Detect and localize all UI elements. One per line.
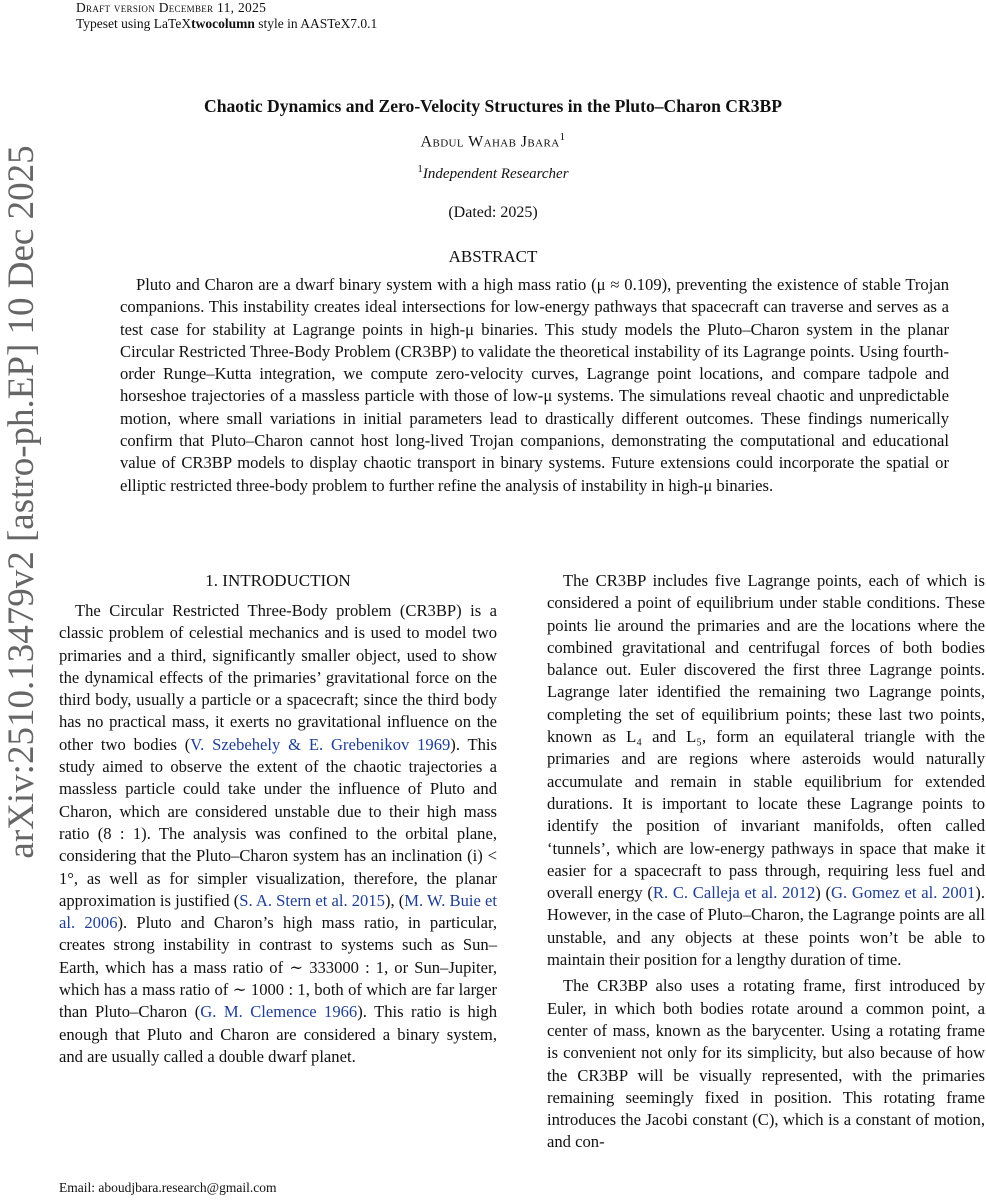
- text-run: ) (: [815, 883, 832, 903]
- text-run: ). However, in the case of Pluto–Charon, the Lagrange points are all unstable, and any objects at these points won’t be able to maintain their position for a lengthy duration of time.: [547, 883, 986, 970]
- affiliation-line: [0, 163, 986, 183]
- typeset-prefix: Typeset using: [76, 16, 154, 31]
- text-run: The CR3BP includes five Lagrange points, each of which is considered a point of equilibrium under stable conditions. These points lie around the primaries and are the locations where the combined gravitational and centrifugal forces of both bodies balance out. Euler discovered the first three Lagrange points. Lagrange later identified the remaining two Lagrange points, completing the set of equilibrium points; these last two points, known as L₄ and L₅, form an equilateral triangle with the primaries and are regions where asteroids would naturally accumulate and remain in stable equilibrium for extended durations. It is important to locate these Lagrange points to identify the position of invariant manifolds, often called ‘tunnels’, which are low-energy pathways in space that make it easier for a spacecraft to pass through, requiring less fuel and overall energy (: [547, 571, 985, 903]
- author-name: Abdul Wahab Jbara: [420, 133, 560, 151]
- right-column: [547, 570, 985, 1154]
- abstract-body: Pluto and Charon are a dwarf binary system with a high mass ratio (μ ≈ 0.109), preventing the existence of stable Trojan companions. This instability creates ideal intersections for low-energy pathways that spacecraft can traverse and serves as a test case for stability at Lagrange points in high-μ binaries. This study models the Pluto–Charon system in the planar Circular Restricted Three-Body Problem (CR3BP) to validate the theoretical instability of its Lagrange points. Using fourth-order Runge–Kutta integration, we compute zero-velocity curves, Lagrange point locations, and compare tadpole and horseshoe trajectories of a massless particle with those of low-μ systems. The simulations reveal chaotic and unpredictable motion, where small variations in initial parameters lead to drastically different outcomes. These findings numerically confirm that Pluto–Charon cannot host long-lived Trojan companions, demonstrating the computational and educational value of CR3BP models to display chaotic transport in binary systems. Future extensions could incorporate the spatial or elliptic restricted three-body problem to further refine the analysis of instability in high-μ binaries.: [120, 275, 949, 495]
- text-run: ). Pluto and Charon’s high mass ratio, in particular, creates strong instability in contrast to systems such as Sun–Earth, which has a mass ratio of ∼ 333000 : 1, or Sun–Jupiter, which has a mass ratio of ∼ 1000 : 1, both of which are far larger than Pluto–Charon (: [59, 913, 497, 1022]
- author-superscript: 1: [559, 131, 566, 143]
- intro-paragraph-1: [59, 600, 497, 1068]
- citation-link[interactable]: R. C. Calleja et al. 2012: [652, 883, 816, 903]
- text-run: ). This study aimed to observe the extent of the chaotic trajectories a massless particle could take under the influence of Pluto and Charon, which are considered unstable due to their high mass ratio (8 : 1). The analysis was confined to the orbital plane, considering that the Pluto–Charon system has an inclination (i) < 1°, as well as for simpler visualization, therefore, the planar approximation is justified (: [59, 734, 497, 910]
- latex-logo: LaTeX: [153, 16, 192, 31]
- text-run: ). This ratio is high enough that Pluto and Charon are considered a binary system, and are usually called a double dwarf planet.: [59, 1002, 497, 1066]
- citation-link[interactable]: S. A. Stern et al. 2015: [239, 890, 385, 910]
- typeset-suffix: style in AASTeX7.0.1: [254, 16, 378, 31]
- citation-link[interactable]: G. Gomez et al. 2001: [831, 883, 976, 903]
- dated-line: (Dated: 2025): [448, 204, 538, 221]
- text-run: The Circular Restricted Three-Body problem (CR3BP) is a classic problem of celestial mechanics and is used to model two primaries and a third, significantly smaller object, used to show the dynamical effects of the primaries’ gravitational force on the third body, usually a particle or a spacecraft; since the third body has no practical mass, it exerts no gravitational influence on the other two bodies (: [59, 601, 497, 754]
- text-run: ), (: [384, 890, 405, 910]
- citation-link[interactable]: V. Szebehely & E. Grebenikov 1969: [190, 734, 451, 754]
- running-header-draft: Draft version December 11, 2025: [76, 0, 267, 15]
- typeset-style: twocolumn: [191, 16, 255, 31]
- section-heading-introduction: 1. INTRODUCTION: [205, 571, 351, 590]
- author-line: [0, 131, 986, 151]
- left-column: [59, 570, 497, 1068]
- rotating-frame-paragraph: The CR3BP also uses a rotating frame, first introduced by Euler, in which both bodies rotate around a common point, a center of mass, known as the barycenter. Using a rotating frame is convenient not only for its simplicity, but also because of how the CR3BP will be visually represented, with the primaries remaining seemingly fixed in position. This rotating frame introduces the Jacobi constant (C), which is a constant of motion, and con-: [547, 976, 985, 1152]
- affiliation-superscript: 1: [417, 163, 423, 175]
- abstract-heading: ABSTRACT: [448, 247, 538, 266]
- arxiv-sidebar-stamp: arXiv:2510.13479v2 [astro-ph.EP] 10 Dec 2025: [1, 145, 42, 859]
- running-header-typeset: [76, 16, 377, 32]
- affiliation-name: Independent Researcher: [422, 166, 569, 182]
- lagrange-paragraph: [547, 570, 985, 971]
- footnote-email: Email: aboudjbara.research@gmail.com: [59, 1180, 277, 1195]
- citation-link[interactable]: M. W. Buie et al. 2006: [59, 890, 497, 933]
- paper-title: Chaotic Dynamics and Zero-Velocity Structures in the Pluto–Charon CR3BP: [204, 96, 782, 116]
- citation-link[interactable]: G. M. Clemence 1966: [200, 1002, 358, 1022]
